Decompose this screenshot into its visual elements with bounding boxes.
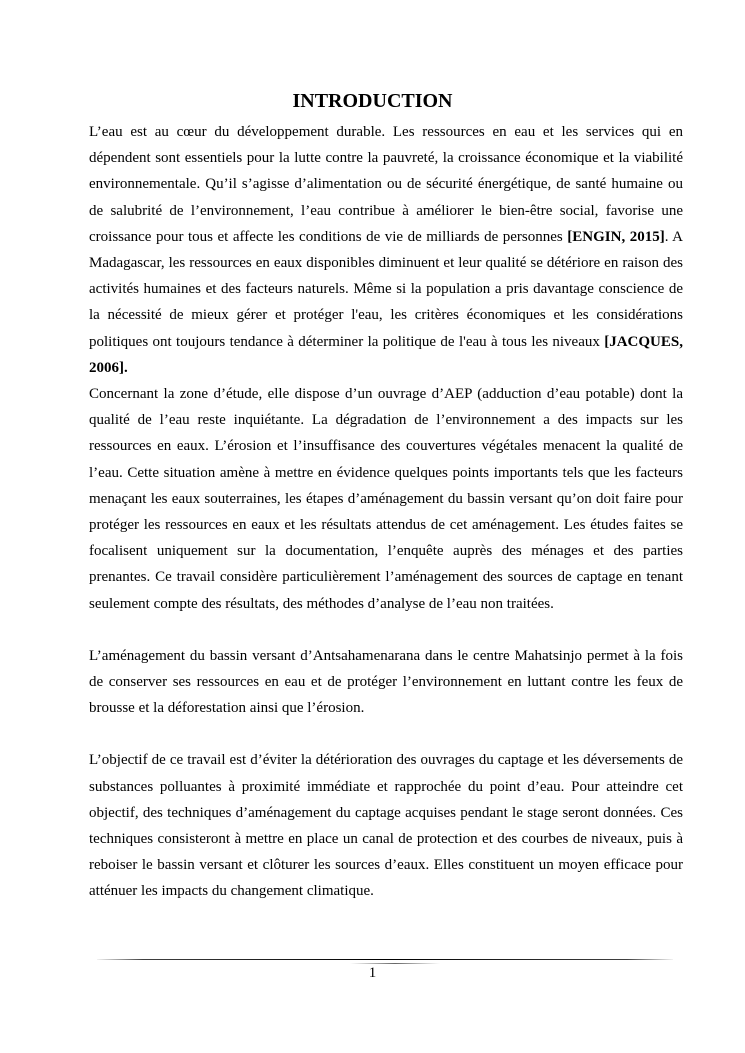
paragraph-intro-text-2: . A Madagascar, les ressources en eaux disponibles diminuent et leur qualité se détériore en raison des activités humaines et des facteurs naturels. Même si la population a pris davantage conscience de la nécessité de mieux gérer et protéger l'eau, les critères économiques et les considérations politiques ont toujours tendance à déterminer la politique de l'eau à tous les niveaux	[89, 228, 683, 350]
page-number: 1	[368, 965, 377, 981]
body-text	[89, 119, 683, 905]
paragraph-objective: L’objectif de ce travail est d’éviter la détérioration des ouvrages du captage et les déversements de substances polluantes à proximité immédiate et rapprochée du point d’eau. Pour atteindre cet objectif, des techniques d’aménagement du captage acquises pendant le stage seront données. Ces techniques consisteront à mettre en place un canal de protection et des courbes de niveaux, puis à reboiser le bassin versant et clôturer les sources d’eaux. Elles constituent un moyen efficace pour atténuer les impacts du changement climatique.	[89, 752, 683, 900]
paragraph-intro	[89, 119, 683, 381]
paragraph-watershed: L’aménagement du bassin versant d’Antsahamenarana dans le centre Mahatsinjo permet à la fois de conserver ses ressources en eau et de protéger l’environnement en luttant contre les feux de brousse et la déforestation ainsi que l’érosion.	[89, 647, 683, 717]
page-title: INTRODUCTION	[292, 90, 453, 112]
paragraph-study-zone: Concernant la zone d’étude, elle dispose d’un ouvrage d’AEP (adduction d’eau potable) dont la qualité de l’eau reste inquiétante. La dégradation de l’environnement a des impacts sur les ressources en eaux. L’érosion et l’insuffisance des couvertures végétales menacent la qualité de l’eau. Cette situation amène à mettre en évidence quelques points importants tels que les facteurs menaçant les eaux souterraines, les étapes d’aménagement du bassin versant qu’on doit faire pour protéger les ressources en eaux et les résultats attendus de cet aménagement. Les études faites se focalisent uniquement sur la documentation, l’enquête auprès des ménages et des parties prenantes. Ce travail considère particulièrement l’aménagement des sources de captage en tenant seulement compte des résultats, des méthodes d’analyse de l’eau non traitées.	[89, 386, 683, 612]
footer-divider	[97, 959, 673, 960]
paragraph-intro-text-1: L’eau est au cœur du développement durable. Les ressources en eau et les services qui en dépendent sont essentiels pour la lutte contre la pauvreté, la croissance économique et la viabilité environnementale. Qu’il s’agisse d’alimentation ou de sécurité énergétique, de santé humaine ou de salubrité de l’environnement, l’eau contribue à améliorer le bien-être social, favorise une croissance pour tous et affecte les conditions de vie de milliards de personnes	[89, 124, 683, 245]
citation-jacques: [JACQUES, 2006].	[89, 333, 683, 376]
citation-engin: [ENGIN, 2015]	[567, 228, 665, 245]
